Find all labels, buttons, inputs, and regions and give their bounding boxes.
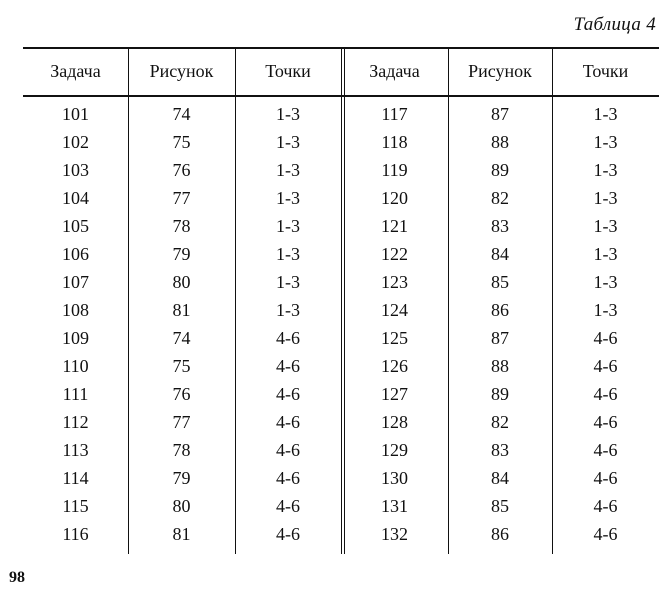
cell-points: 4-6 [593, 355, 618, 376]
cell-task: 108 [62, 299, 89, 320]
cell-task: 131 [381, 495, 408, 516]
header-task: Задача [369, 61, 420, 81]
table-row [23, 324, 659, 352]
cell-points: 1-3 [593, 243, 618, 264]
cell-figure: 75 [172, 131, 191, 152]
cell-figure: 77 [172, 411, 191, 432]
cell-points: 1-3 [593, 215, 618, 236]
cell-points: 1-3 [276, 271, 300, 292]
cell-points: 1-3 [593, 159, 618, 180]
table-row [23, 408, 659, 436]
cell-figure: 86 [491, 299, 509, 320]
table-row [23, 268, 659, 296]
cell-figure: 83 [491, 215, 509, 236]
cell-points: 4-6 [593, 439, 618, 460]
table-row [23, 128, 659, 156]
cell-task: 103 [62, 159, 89, 180]
cell-points: 1-3 [276, 159, 300, 180]
cell-task: 127 [381, 383, 408, 404]
cell-figure: 88 [491, 355, 509, 376]
cell-task: 117 [381, 103, 408, 124]
cell-task: 118 [381, 131, 408, 152]
cell-points: 4-6 [593, 327, 618, 348]
cell-points: 4-6 [593, 467, 618, 488]
cell-points: 1-3 [276, 131, 300, 152]
cell-points: 1-3 [593, 131, 618, 152]
header-points: Точки [265, 61, 311, 81]
cell-task: 113 [62, 439, 89, 460]
cell-task: 125 [381, 327, 408, 348]
cell-points: 4-6 [593, 383, 618, 404]
cell-task: 115 [62, 495, 89, 516]
cell-task: 126 [381, 355, 408, 376]
data-table [23, 47, 659, 548]
cell-figure: 85 [491, 271, 509, 292]
cell-figure: 77 [172, 187, 191, 208]
cell-points: 4-6 [276, 467, 300, 488]
cell-points: 1-3 [593, 299, 618, 320]
cell-figure: 84 [491, 243, 509, 264]
cell-points: 1-3 [593, 271, 618, 292]
table-body [23, 96, 659, 548]
cell-task: 111 [62, 383, 89, 404]
table-row [23, 156, 659, 184]
cell-task: 123 [381, 271, 408, 292]
cell-figure: 80 [172, 495, 191, 516]
cell-points: 4-6 [593, 495, 618, 516]
cell-task: 104 [62, 187, 89, 208]
cell-points: 1-3 [276, 103, 300, 124]
cell-figure: 81 [172, 299, 191, 320]
table-row [23, 184, 659, 212]
cell-points: 4-6 [276, 411, 300, 432]
cell-points: 1-3 [593, 103, 618, 124]
cell-task: 132 [381, 523, 408, 544]
cell-points: 1-3 [276, 215, 300, 236]
cell-task: 107 [62, 271, 89, 292]
page-number: 98 [9, 569, 25, 586]
table-header-row [23, 47, 659, 96]
cell-figure: 80 [172, 271, 191, 292]
cell-task: 101 [62, 103, 89, 124]
cell-figure: 81 [172, 523, 191, 544]
cell-figure: 75 [172, 355, 191, 376]
cell-task: 112 [62, 411, 89, 432]
cell-points: 1-3 [593, 187, 618, 208]
cell-task: 102 [62, 131, 89, 152]
header-points: Точки [582, 61, 629, 81]
table-row [23, 96, 659, 128]
cell-task: 122 [381, 243, 408, 264]
cell-figure: 79 [172, 467, 191, 488]
cell-points: 4-6 [276, 327, 300, 348]
cell-figure: 78 [172, 215, 191, 236]
cell-figure: 79 [172, 243, 191, 264]
cell-figure: 89 [491, 159, 509, 180]
cell-task: 114 [62, 467, 89, 488]
table-caption: Таблица 4 [573, 14, 656, 35]
cell-points: 1-3 [276, 299, 300, 320]
cell-points: 4-6 [593, 411, 618, 432]
cell-task: 130 [381, 467, 408, 488]
cell-figure: 82 [491, 411, 509, 432]
table-row [23, 380, 659, 408]
cell-figure: 84 [491, 467, 509, 488]
cell-points: 1-3 [276, 187, 300, 208]
cell-task: 116 [62, 523, 89, 544]
cell-task: 105 [62, 215, 89, 236]
data-table-container [23, 47, 659, 554]
cell-points: 1-3 [276, 243, 300, 264]
cell-figure: 83 [491, 439, 509, 460]
table-row [23, 464, 659, 492]
cell-figure: 76 [172, 383, 191, 404]
cell-task: 110 [62, 355, 89, 376]
cell-task: 121 [381, 215, 408, 236]
table-row [23, 436, 659, 464]
cell-figure: 74 [172, 327, 191, 348]
table-row [23, 212, 659, 240]
cell-task: 119 [381, 159, 408, 180]
cell-figure: 87 [491, 327, 509, 348]
header-figure: Рисунок [468, 61, 532, 81]
cell-figure: 89 [491, 383, 509, 404]
cell-figure: 87 [491, 103, 509, 124]
table-row [23, 352, 659, 380]
cell-task: 128 [381, 411, 408, 432]
cell-figure: 86 [491, 523, 509, 544]
cell-task: 106 [62, 243, 89, 264]
cell-figure: 74 [172, 103, 191, 124]
cell-points: 4-6 [276, 383, 300, 404]
cell-figure: 78 [172, 439, 191, 460]
cell-task: 124 [381, 299, 408, 320]
header-figure: Рисунок [149, 61, 214, 81]
cell-figure: 88 [491, 131, 509, 152]
cell-points: 4-6 [593, 523, 618, 544]
header-task: Задача [50, 61, 101, 81]
table-row [23, 520, 659, 548]
cell-figure: 85 [491, 495, 509, 516]
cell-points: 4-6 [276, 355, 300, 376]
cell-figure: 82 [491, 187, 509, 208]
table-row [23, 296, 659, 324]
cell-task: 120 [381, 187, 408, 208]
cell-points: 4-6 [276, 495, 300, 516]
table-row [23, 240, 659, 268]
cell-task: 129 [381, 439, 408, 460]
cell-points: 4-6 [276, 439, 300, 460]
cell-figure: 76 [172, 159, 191, 180]
cell-points: 4-6 [276, 523, 300, 544]
table-row [23, 492, 659, 520]
cell-task: 109 [62, 327, 89, 348]
